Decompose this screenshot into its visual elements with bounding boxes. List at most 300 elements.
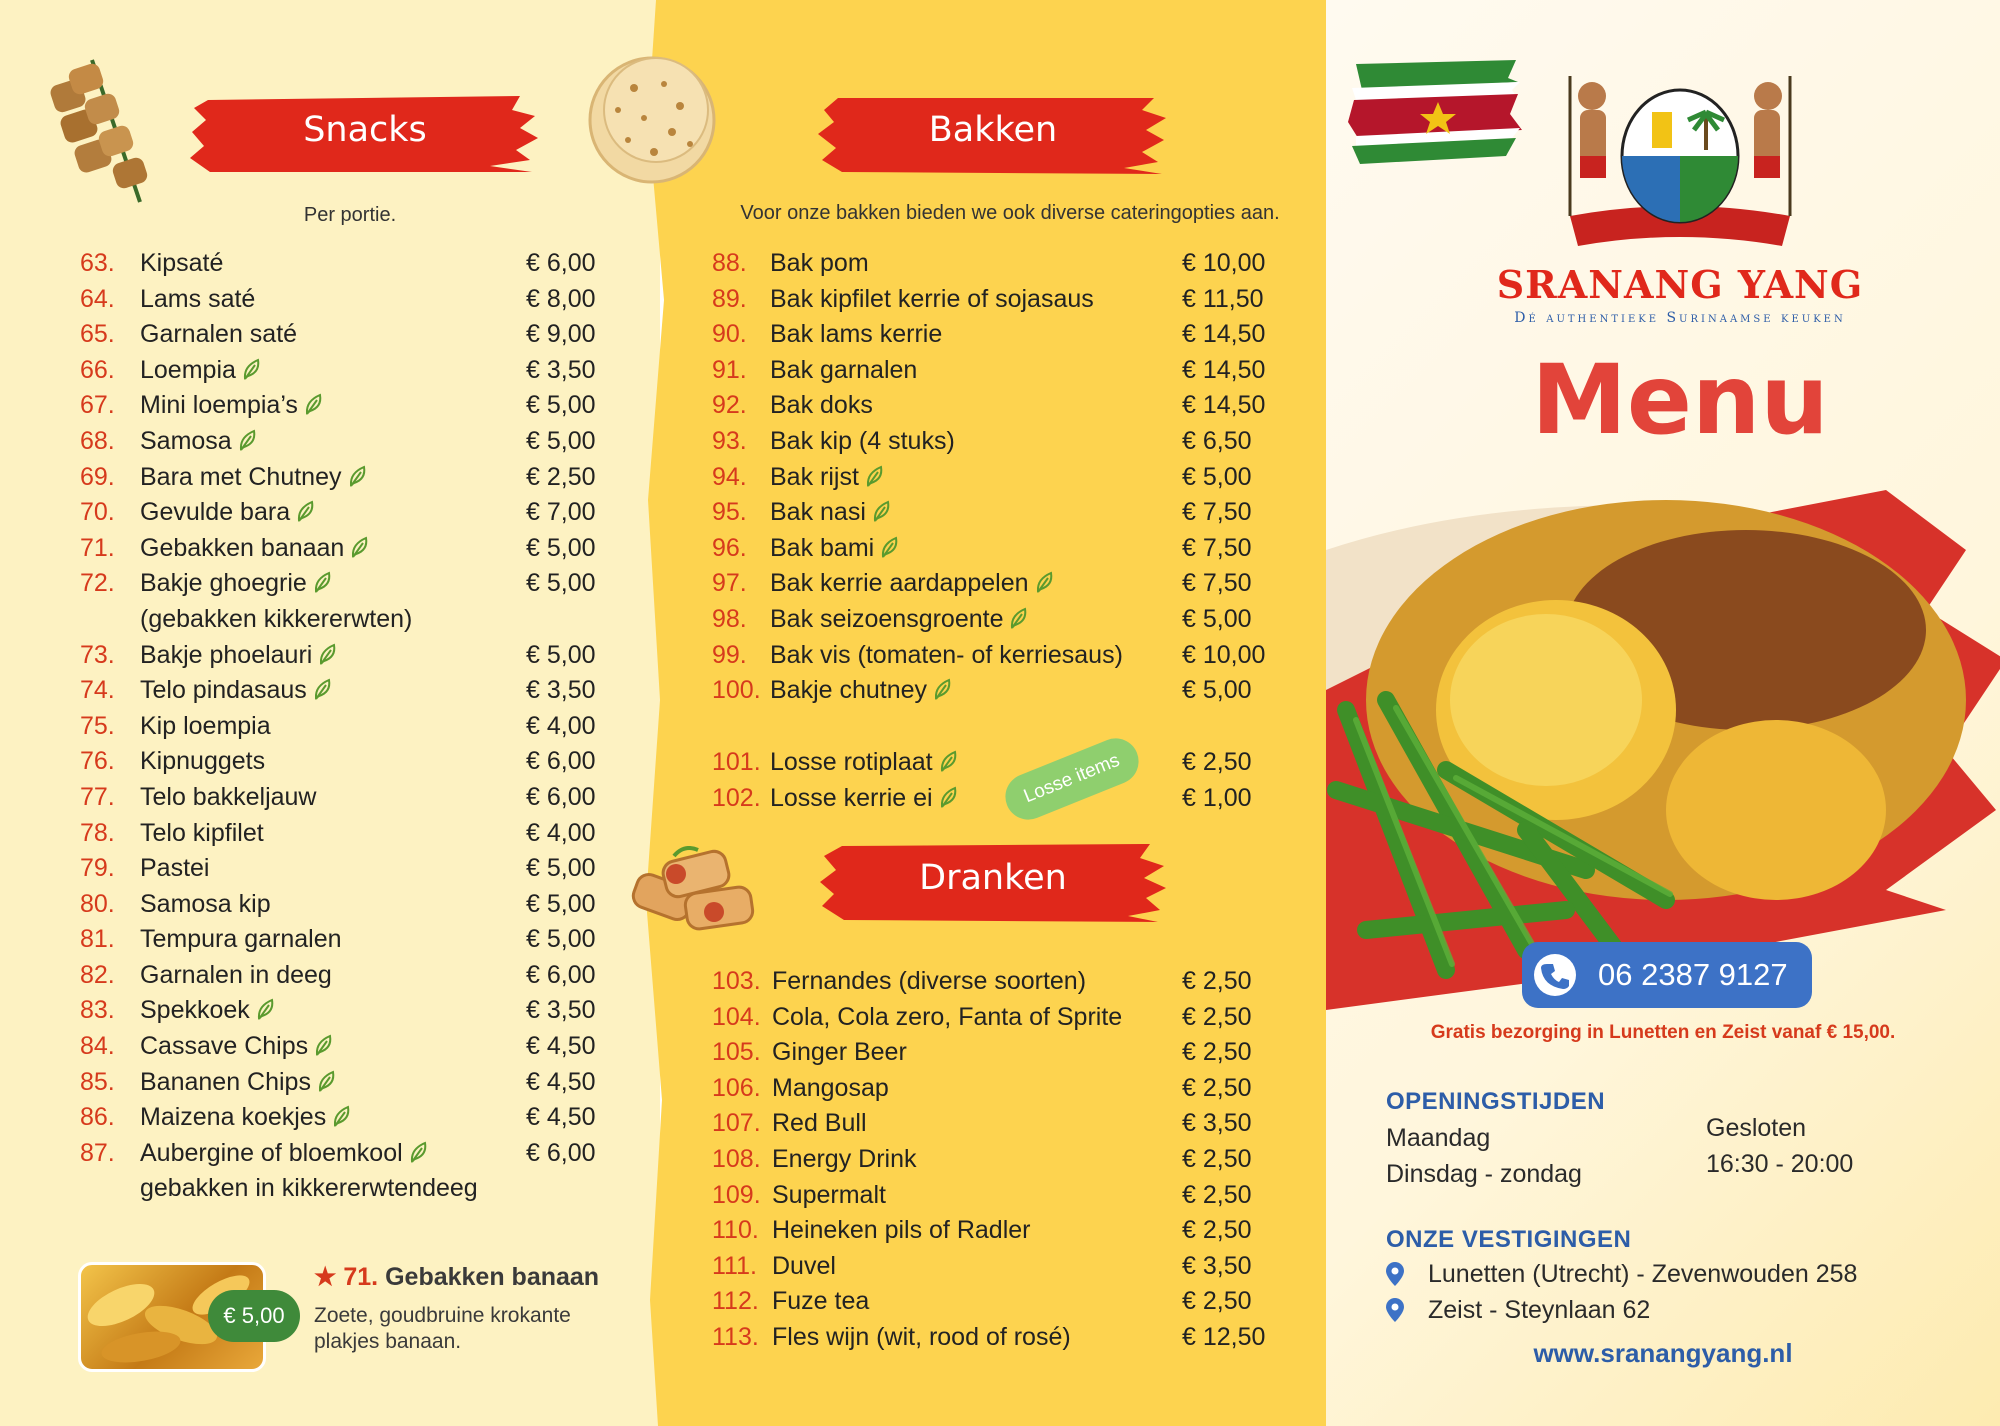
item-name xyxy=(140,424,258,460)
location-pin-icon xyxy=(1386,1262,1404,1286)
item-name-text: Telo kipfilet xyxy=(140,818,264,847)
phone-button[interactable] xyxy=(1522,942,1812,1008)
dranken-list xyxy=(712,964,1272,1356)
menu-item xyxy=(712,964,1272,1000)
item-number: 111. xyxy=(712,1251,757,1280)
item-name xyxy=(140,495,316,531)
item-number: 85. xyxy=(80,1067,115,1096)
item-name-text: Red Bull xyxy=(772,1109,867,1138)
item-name-text: Bak seizoensgroente xyxy=(770,604,1004,633)
menu-item xyxy=(80,495,620,531)
item-number: 95. xyxy=(712,498,747,527)
item-name xyxy=(772,1106,867,1142)
item-number: 78. xyxy=(80,818,115,847)
item-name xyxy=(770,602,1029,638)
item-name xyxy=(140,353,262,389)
menu-item xyxy=(712,1213,1272,1249)
item-number: 84. xyxy=(80,1032,115,1061)
menu-item xyxy=(80,709,620,745)
item-name-text: Bak nasi xyxy=(770,498,866,527)
item-name-text: Bara met Chutney xyxy=(140,462,342,491)
item-name xyxy=(140,922,342,958)
menu-item xyxy=(80,531,620,567)
location-1: Lunetten (Utrecht) - Zevenwouden 258 xyxy=(1428,1260,1858,1288)
item-name xyxy=(770,424,955,460)
menu-item xyxy=(80,958,620,994)
roti-icon xyxy=(584,48,720,188)
item-price: € 6,00 xyxy=(526,1138,596,1167)
item-name xyxy=(140,602,412,638)
item-name-text: (gebakken kikkererwten) xyxy=(140,604,413,633)
menu-item xyxy=(80,388,620,424)
item-number: 88. xyxy=(712,249,747,277)
item-name xyxy=(140,388,324,424)
item-price: € 8,00 xyxy=(526,284,596,313)
item-name xyxy=(772,1071,889,1107)
item-number: 83. xyxy=(80,996,115,1025)
item-name-text: Mangosap xyxy=(772,1073,889,1102)
item-name-text: Tempura garnalen xyxy=(140,925,342,954)
item-name xyxy=(770,460,885,496)
item-name xyxy=(140,993,276,1029)
leaf-icon xyxy=(933,675,953,697)
menu-item xyxy=(712,1178,1272,1214)
item-price: € 2,50 xyxy=(1182,1038,1252,1067)
item-name xyxy=(770,745,959,781)
menu-item xyxy=(80,424,620,460)
item-name xyxy=(140,282,255,318)
item-number: 110. xyxy=(712,1216,759,1245)
item-name xyxy=(140,531,370,567)
item-name-text: Cassave Chips xyxy=(140,1032,309,1061)
menu-item xyxy=(712,531,1272,567)
leaf-icon xyxy=(318,640,338,662)
item-number: 82. xyxy=(80,960,115,989)
leaf-icon xyxy=(939,783,959,805)
item-name xyxy=(770,282,1094,318)
item-price: € 5,00 xyxy=(526,533,596,562)
item-price: € 5,00 xyxy=(526,889,596,918)
item-name-text: Duvel xyxy=(772,1251,836,1280)
item-name xyxy=(770,781,959,817)
item-price: € 5,00 xyxy=(526,640,596,669)
item-price: € 3,50 xyxy=(1182,1109,1252,1138)
item-number: 67. xyxy=(80,391,115,420)
snacks-list xyxy=(80,246,620,1207)
menu-item xyxy=(80,887,620,923)
item-name xyxy=(770,531,900,567)
item-price: € 5,00 xyxy=(1182,676,1252,705)
item-number: 92. xyxy=(712,391,747,420)
item-price: € 3,50 xyxy=(526,355,596,384)
losse-items-badge: Losse items xyxy=(998,731,1145,826)
item-price: € 5,00 xyxy=(1182,462,1252,491)
bakken-heading-brush xyxy=(818,92,1168,170)
item-price: € 7,50 xyxy=(1182,498,1252,527)
item-name xyxy=(772,1142,917,1178)
item-number: 107. xyxy=(712,1109,761,1138)
leaf-icon xyxy=(872,497,892,519)
featured-title xyxy=(314,1262,599,1292)
item-number: 80. xyxy=(80,889,115,918)
item-price: € 6,00 xyxy=(526,747,596,776)
item-name-text: Maizena koekjes xyxy=(140,1103,327,1132)
item-price: € 2,50 xyxy=(1182,1144,1252,1173)
item-name-text: Loempia xyxy=(140,355,236,384)
item-price: € 3,50 xyxy=(526,996,596,1025)
item-name xyxy=(140,566,333,602)
location-2: Zeist - Steynlaan 62 xyxy=(1428,1296,1651,1324)
item-price: € 4,50 xyxy=(526,1067,596,1096)
item-price: € 5,00 xyxy=(526,569,596,598)
menu-item xyxy=(712,566,1272,602)
food-photo xyxy=(1326,470,2000,1010)
menu-item xyxy=(80,1100,620,1136)
item-price: € 1,00 xyxy=(1182,783,1252,812)
item-name-text: Heineken pils of Radler xyxy=(772,1216,1031,1245)
item-number: 113. xyxy=(712,1322,759,1351)
item-number: 102. xyxy=(712,783,761,812)
item-name-text: Lams saté xyxy=(140,284,256,313)
menu-item xyxy=(712,282,1272,318)
item-name xyxy=(772,964,1086,1000)
item-name-text: Aubergine of bloemkool xyxy=(140,1138,403,1167)
menu-item xyxy=(712,424,1272,460)
bakken-subtitle: Voor onze bakken bieden we ook diverse cateringopties aan. xyxy=(740,202,1280,224)
item-number: 96. xyxy=(712,533,747,562)
item-name xyxy=(140,709,271,745)
item-number: 69. xyxy=(80,462,115,491)
phone-icon xyxy=(1534,954,1576,996)
item-name-text: Bakje ghoegrie xyxy=(140,569,307,598)
item-name xyxy=(140,816,264,852)
item-name-text: Gebakken banaan xyxy=(140,533,345,562)
item-name xyxy=(772,1320,1071,1356)
menu-item xyxy=(80,282,620,318)
item-name-text: Bak doks xyxy=(770,391,873,420)
item-number: 104. xyxy=(712,1002,761,1031)
star-icon: ★ xyxy=(314,1263,337,1291)
item-number: 112. xyxy=(712,1287,759,1316)
menu-item xyxy=(712,1320,1272,1356)
menu-item xyxy=(80,1136,620,1172)
leaf-icon xyxy=(348,462,368,484)
menu-item xyxy=(80,993,620,1029)
item-number: 70. xyxy=(80,498,115,527)
brand-tagline: Dé authentieke Surinaamse keuken xyxy=(1514,310,1846,326)
hours-time-1: Gesloten xyxy=(1706,1114,1807,1142)
menu-item xyxy=(712,1249,1272,1285)
item-name-text: Bak kipfilet kerrie of sojasaus xyxy=(770,284,1094,313)
item-number: 103. xyxy=(712,967,761,995)
item-number: 99. xyxy=(712,640,747,669)
website-link[interactable]: www.sranangyang.nl xyxy=(1533,1338,1793,1368)
item-price: € 4,00 xyxy=(526,711,596,740)
leaf-icon xyxy=(332,1102,352,1124)
item-number: 74. xyxy=(80,676,115,705)
item-name xyxy=(770,566,1055,602)
item-number: 93. xyxy=(712,426,747,455)
item-name-text: Ginger Beer xyxy=(772,1038,907,1067)
featured-price-badge: € 5,00 xyxy=(208,1290,300,1342)
item-price: € 5,00 xyxy=(526,426,596,455)
item-number: 65. xyxy=(80,320,115,349)
coat-of-arms-icon xyxy=(1560,56,1800,250)
item-name-text: Bak bami xyxy=(770,533,875,562)
menu-item xyxy=(80,816,620,852)
item-name xyxy=(140,638,338,674)
hours-heading: OPENINGSTIJDEN xyxy=(1386,1088,1606,1115)
spring-roll-icon xyxy=(628,846,774,942)
item-name xyxy=(140,744,265,780)
item-number: 90. xyxy=(712,320,747,349)
leaf-icon xyxy=(238,426,258,448)
phone-number: 06 2387 9127 xyxy=(1598,957,1788,992)
leaf-icon xyxy=(313,675,333,697)
item-name-text: Bananen Chips xyxy=(140,1067,311,1096)
item-name xyxy=(140,1171,478,1207)
menu-item xyxy=(712,673,1272,709)
leaf-icon xyxy=(409,1138,429,1160)
item-number: 91. xyxy=(712,355,747,384)
menu-item xyxy=(80,744,620,780)
item-price: € 3,50 xyxy=(526,676,596,705)
hours-time-2: 16:30 - 20:00 xyxy=(1706,1150,1854,1178)
item-name xyxy=(772,1178,886,1214)
menu-item xyxy=(712,1284,1272,1320)
item-number: 68. xyxy=(80,426,115,455)
item-number: 71. xyxy=(80,533,115,562)
item-name xyxy=(140,887,271,923)
item-number: 75. xyxy=(80,711,115,740)
item-name-text: Bak kip (4 stuks) xyxy=(770,426,955,455)
item-name xyxy=(772,1284,869,1320)
bakken-list xyxy=(712,246,1272,709)
item-price: € 6,00 xyxy=(526,960,596,989)
item-number: 76. xyxy=(80,747,115,776)
item-number: 64. xyxy=(80,284,115,313)
item-name-text: Bak pom xyxy=(770,249,869,277)
item-name-text: Energy Drink xyxy=(772,1144,917,1173)
item-number: 105. xyxy=(712,1038,761,1067)
item-price: € 5,00 xyxy=(1182,604,1252,633)
item-price: € 2,50 xyxy=(1182,1180,1252,1209)
item-number: 81. xyxy=(80,925,115,954)
menu-item xyxy=(712,353,1272,389)
menu-item xyxy=(80,460,620,496)
leaf-icon xyxy=(1035,568,1055,590)
leaf-icon xyxy=(304,390,324,412)
item-name xyxy=(140,317,297,353)
item-name xyxy=(772,1035,907,1071)
item-number: 97. xyxy=(712,569,747,598)
menu-title: Menu xyxy=(1531,344,1829,456)
menu-item xyxy=(712,388,1272,424)
item-price: € 6,00 xyxy=(526,782,596,811)
item-name xyxy=(770,246,869,282)
menu-item xyxy=(80,1171,620,1207)
item-name-text: Bak garnalen xyxy=(770,355,918,384)
item-price: € 6,00 xyxy=(526,249,596,277)
item-name-text: Kipnuggets xyxy=(140,747,266,776)
menu-item xyxy=(712,1106,1272,1142)
item-number: 109. xyxy=(712,1180,761,1209)
item-number: 100. xyxy=(712,676,761,705)
item-price: € 10,00 xyxy=(1182,640,1266,669)
menu-item xyxy=(712,602,1272,638)
item-name-text: Garnalen saté xyxy=(140,320,298,349)
item-name-text: Mini loempia’s xyxy=(140,391,298,420)
item-name xyxy=(140,851,209,887)
item-name-text: Fuze tea xyxy=(772,1287,870,1316)
item-number: 106. xyxy=(712,1073,761,1102)
locations-heading: ONZE VESTIGINGEN xyxy=(1386,1226,1632,1253)
item-name xyxy=(140,780,317,816)
item-name-text: Cola, Cola zero, Fanta of Sprite xyxy=(772,1002,1123,1031)
menu-item xyxy=(80,1029,620,1065)
menu-item xyxy=(80,851,620,887)
item-number: 108. xyxy=(712,1144,761,1173)
item-name xyxy=(770,495,892,531)
item-name xyxy=(140,1136,429,1172)
item-name-text: Gevulde bara xyxy=(140,498,291,527)
location-pin-icon xyxy=(1386,1298,1404,1322)
item-price: € 2,50 xyxy=(1182,1216,1252,1245)
item-name xyxy=(772,1000,1122,1036)
item-price: € 2,50 xyxy=(1182,1002,1252,1031)
item-number: 86. xyxy=(80,1103,115,1132)
featured-desc-2: plakjes banaan. xyxy=(314,1330,462,1353)
item-price: € 2,50 xyxy=(526,462,596,491)
item-number: 94. xyxy=(712,462,747,491)
item-name xyxy=(140,958,332,994)
menu-item xyxy=(712,1000,1272,1036)
menu-item xyxy=(80,638,620,674)
item-price: € 9,00 xyxy=(526,320,596,349)
leaf-icon xyxy=(296,497,316,519)
item-number: 73. xyxy=(80,640,115,669)
featured-name: Gebakken banaan xyxy=(385,1263,600,1291)
leaf-icon xyxy=(880,533,900,555)
item-name-text: Losse rotiplaat xyxy=(770,748,933,776)
item-number: 66. xyxy=(80,355,115,384)
losse-items-list xyxy=(712,745,1272,816)
item-price: € 2,50 xyxy=(1182,748,1252,776)
item-name xyxy=(140,1065,337,1101)
item-number: 89. xyxy=(712,284,747,313)
item-name-text: Bak lams kerrie xyxy=(770,320,943,349)
item-name-text: Losse kerrie ei xyxy=(770,783,933,812)
item-name-text: Spekkoek xyxy=(140,996,250,1025)
item-price: € 5,00 xyxy=(526,925,596,954)
item-name-text: Bak vis (tomaten- of kerriesaus) xyxy=(770,640,1123,669)
leaf-icon xyxy=(865,462,885,484)
menu-item xyxy=(80,353,620,389)
menu-item xyxy=(80,673,620,709)
snacks-subtitle: Per portie. xyxy=(303,204,397,226)
dranken-title: Dranken xyxy=(919,858,1067,898)
item-price: € 5,00 xyxy=(526,391,596,420)
item-price: € 7,50 xyxy=(1182,569,1252,598)
item-name xyxy=(770,388,873,424)
item-name-text: gebakken in kikkererwtendeeg xyxy=(140,1174,478,1203)
item-price: € 12,50 xyxy=(1182,1322,1266,1351)
brand-name: SRANANG YANG xyxy=(1496,262,1864,307)
menu-item xyxy=(80,1065,620,1101)
item-name-text: Pastei xyxy=(140,854,210,883)
item-name xyxy=(140,246,223,282)
item-number: 87. xyxy=(80,1138,115,1167)
item-price: € 2,50 xyxy=(1182,1073,1252,1102)
item-price: € 4,00 xyxy=(526,818,596,847)
item-name xyxy=(770,673,953,709)
skewer-icon xyxy=(40,52,150,207)
featured-num: 71. xyxy=(343,1263,379,1291)
item-name-text: Telo bakkeljauw xyxy=(140,782,317,811)
hours-day-2: Dinsdag - zondag xyxy=(1386,1160,1582,1188)
delivery-note: Gratis bezorging in Lunetten en Zeist vanaf € 15,00. xyxy=(1430,1022,1896,1043)
leaf-icon xyxy=(256,995,276,1017)
item-name xyxy=(770,317,942,353)
snacks-title: Snacks xyxy=(303,110,427,150)
item-price: € 14,50 xyxy=(1182,320,1266,349)
menu-item xyxy=(712,495,1272,531)
item-name-text: Kipsaté xyxy=(140,249,224,277)
item-price: € 4,50 xyxy=(526,1032,596,1061)
item-name-text: Samosa kip xyxy=(140,889,271,918)
item-name xyxy=(140,1100,352,1136)
menu-item xyxy=(712,317,1272,353)
item-name-text: Fles wijn (wit, rood of rosé) xyxy=(772,1322,1071,1351)
item-name-text: Bak kerrie aardappelen xyxy=(770,569,1029,598)
item-number: 98. xyxy=(712,604,747,633)
item-price: € 7,00 xyxy=(526,498,596,527)
menu-item xyxy=(80,602,620,638)
item-price: € 7,50 xyxy=(1182,533,1252,562)
item-name xyxy=(140,673,333,709)
item-number: 101. xyxy=(712,748,761,776)
leaf-icon xyxy=(313,568,333,590)
menu-item xyxy=(712,1035,1272,1071)
item-name xyxy=(770,353,917,389)
item-price: € 14,50 xyxy=(1182,355,1266,384)
snacks-heading-brush xyxy=(190,92,540,170)
hours-day-1: Maandag xyxy=(1386,1124,1491,1152)
item-name xyxy=(772,1213,1030,1249)
item-number: 79. xyxy=(80,854,115,883)
item-number: 77. xyxy=(80,782,115,811)
leaf-icon xyxy=(939,747,959,769)
item-name-text: Bak rijst xyxy=(770,462,859,491)
menu-item xyxy=(712,745,1272,781)
item-price: € 5,00 xyxy=(526,854,596,883)
item-price: € 2,50 xyxy=(1182,1287,1252,1316)
item-price: € 11,50 xyxy=(1182,284,1264,313)
item-price: € 6,50 xyxy=(1182,426,1252,455)
item-name xyxy=(770,638,1123,674)
item-name xyxy=(140,1029,334,1065)
item-number: 72. xyxy=(80,569,115,598)
item-price: € 10,00 xyxy=(1182,249,1266,277)
leaf-icon xyxy=(350,533,370,555)
suriname-flag-icon xyxy=(1346,56,1524,166)
item-price: € 2,50 xyxy=(1182,967,1252,995)
menu-item xyxy=(712,638,1272,674)
leaf-icon xyxy=(1009,604,1029,626)
item-price: € 4,50 xyxy=(526,1103,596,1132)
item-name xyxy=(140,460,368,496)
menu-item xyxy=(80,246,620,282)
